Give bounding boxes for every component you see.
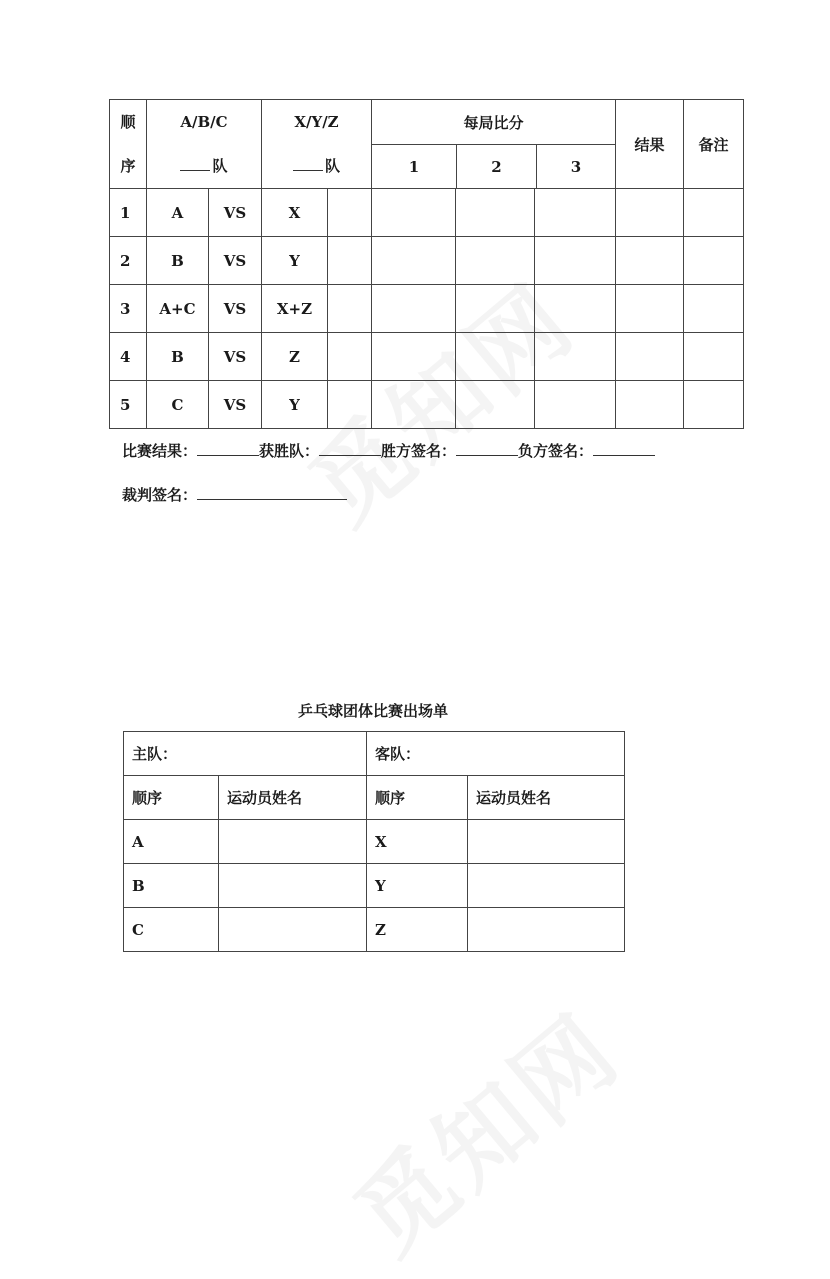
table-row bbox=[124, 732, 625, 776]
home-player-name-cell[interactable] bbox=[219, 864, 367, 908]
home-team-label[interactable]: 主队： bbox=[124, 732, 367, 776]
table-row: B Y bbox=[124, 864, 625, 908]
match-result-label: 比赛结果： bbox=[122, 442, 198, 460]
loser-signature-label: 负方签名： bbox=[518, 442, 594, 460]
team-abc-label: A/B/C bbox=[180, 113, 228, 131]
away-order-header: 顺序 bbox=[367, 776, 468, 820]
watermark bbox=[322, 978, 644, 1279]
x-player-cell[interactable] bbox=[328, 333, 372, 381]
game-3-score-cell[interactable] bbox=[535, 285, 616, 333]
team-xyz-header: X/Y/Z 队 bbox=[262, 100, 372, 189]
team-xyz-label: X/Y/Z bbox=[294, 113, 339, 131]
game-3-header: 3 bbox=[570, 157, 582, 176]
table-row bbox=[124, 776, 625, 820]
team-name-blank[interactable] bbox=[293, 156, 323, 171]
game-1-score-cell[interactable] bbox=[372, 381, 456, 429]
x-player-cell[interactable] bbox=[328, 381, 372, 429]
home-player-name-header: 运动员姓名 bbox=[219, 776, 367, 820]
away-team-label[interactable]: 客队： bbox=[367, 732, 625, 776]
order-header: 顺 序 bbox=[110, 100, 147, 189]
x-player-cell[interactable] bbox=[328, 237, 372, 285]
remarks-cell[interactable] bbox=[684, 237, 744, 285]
away-player-name-header: 运动员姓名 bbox=[468, 776, 625, 820]
result-cell[interactable] bbox=[616, 237, 684, 285]
remarks-header: 备注 bbox=[684, 100, 744, 189]
game-3-score-cell[interactable] bbox=[535, 189, 616, 237]
home-player-name-cell[interactable] bbox=[219, 908, 367, 952]
game-2-score-cell[interactable] bbox=[456, 285, 535, 333]
game-1-score-cell[interactable] bbox=[372, 237, 456, 285]
table-row: C Z bbox=[124, 908, 625, 952]
result-cell[interactable] bbox=[616, 189, 684, 237]
lineup-table bbox=[123, 731, 625, 952]
table-row: 1 A VS X bbox=[110, 189, 744, 237]
home-player-name-cell[interactable] bbox=[219, 820, 367, 864]
remarks-cell[interactable] bbox=[684, 333, 744, 381]
remarks-cell[interactable] bbox=[684, 189, 744, 237]
table-row: 2 B VS Y bbox=[110, 237, 744, 285]
table-row: A X bbox=[124, 820, 625, 864]
match-result-field[interactable] bbox=[197, 441, 259, 456]
signature-line-2 bbox=[122, 484, 347, 505]
winning-team-label: 获胜队： bbox=[259, 442, 320, 460]
winner-signature-field[interactable] bbox=[456, 441, 518, 456]
result-cell[interactable] bbox=[616, 381, 684, 429]
away-player-name-cell[interactable] bbox=[468, 908, 625, 952]
home-order-header: 顺序 bbox=[124, 776, 219, 820]
signature-line-1 bbox=[122, 440, 655, 461]
team-abc-header: A/B/C 队 bbox=[147, 100, 262, 189]
x-player-cell[interactable] bbox=[328, 285, 372, 333]
game-3-score-cell[interactable] bbox=[535, 381, 616, 429]
referee-signature-label: 裁判签名： bbox=[122, 486, 198, 504]
per-game-score-header: 每局比分 1 2 3 bbox=[372, 100, 616, 189]
game-1-score-cell[interactable] bbox=[372, 333, 456, 381]
game-1-header: 1 bbox=[372, 145, 457, 189]
team-name-blank[interactable] bbox=[180, 156, 210, 171]
game-2-score-cell[interactable] bbox=[456, 333, 535, 381]
referee-signature-field[interactable] bbox=[197, 485, 347, 500]
result-cell[interactable] bbox=[616, 285, 684, 333]
result-header: 结果 bbox=[616, 100, 684, 189]
table-row: 3 A+C VS X+Z bbox=[110, 285, 744, 333]
winner-signature-label: 胜方签名： bbox=[381, 442, 457, 460]
table-row: 5 C VS Y bbox=[110, 381, 744, 429]
loser-signature-field[interactable] bbox=[593, 441, 655, 456]
winning-team-field[interactable] bbox=[319, 441, 381, 456]
away-player-name-cell[interactable] bbox=[468, 820, 625, 864]
match-score-table bbox=[109, 99, 744, 429]
game-3-score-cell[interactable] bbox=[535, 333, 616, 381]
game-2-score-cell[interactable] bbox=[456, 189, 535, 237]
remarks-cell[interactable] bbox=[684, 381, 744, 429]
table-row: 4 B VS Z bbox=[110, 333, 744, 381]
game-2-score-cell[interactable] bbox=[456, 237, 535, 285]
lineup-title: 乒乓球团体比赛出场单 bbox=[297, 702, 448, 720]
game-1-score-cell[interactable] bbox=[372, 189, 456, 237]
game-2-header: 2 bbox=[457, 145, 537, 189]
game-3-score-cell[interactable] bbox=[535, 237, 616, 285]
game-2-score-cell[interactable] bbox=[456, 381, 535, 429]
x-player-cell[interactable] bbox=[328, 189, 372, 237]
away-player-name-cell[interactable] bbox=[468, 864, 625, 908]
remarks-cell[interactable] bbox=[684, 285, 744, 333]
result-cell[interactable] bbox=[616, 333, 684, 381]
game-1-score-cell[interactable] bbox=[372, 285, 456, 333]
